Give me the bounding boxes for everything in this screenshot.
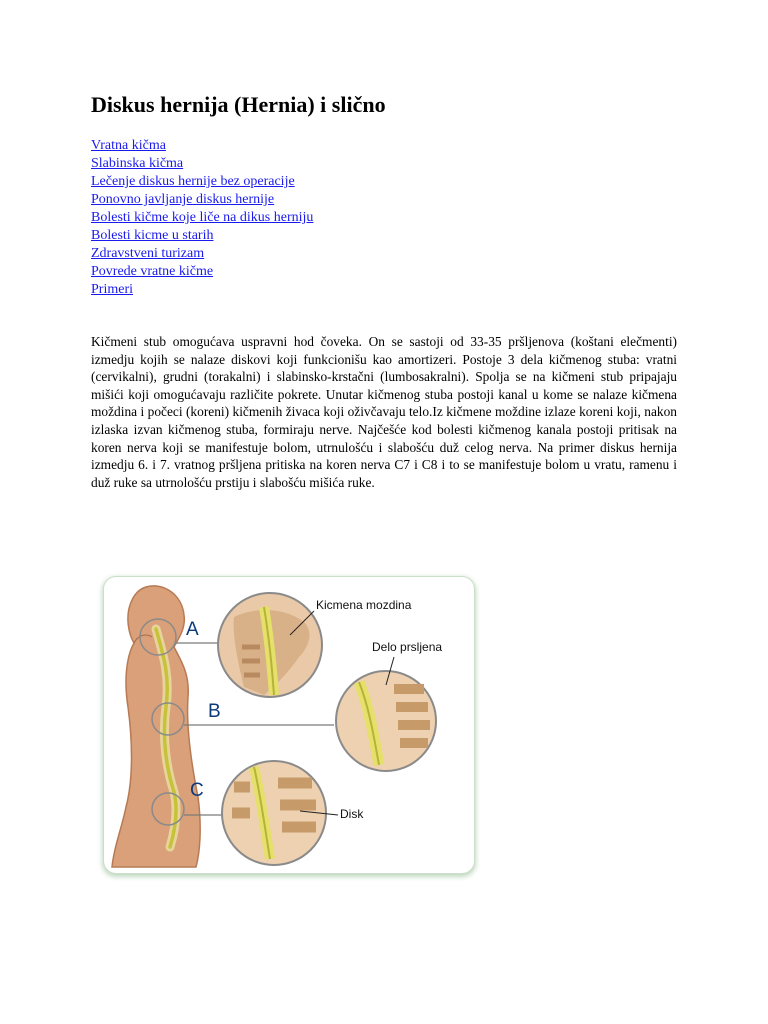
label-a: A — [186, 619, 199, 640]
link-item — [91, 173, 313, 191]
link-primeri[interactable]: Primeri — [91, 282, 133, 297]
link-ponovno-javljanje[interactable]: Ponovno javljanje diskus hernije — [91, 192, 275, 207]
link-lecenje[interactable]: Lečenje diskus hernije bez operacije — [91, 174, 295, 189]
link-bolesti-slicne[interactable]: Bolesti kičme koje liče na dikus herniju — [91, 210, 314, 225]
spine-illustration — [104, 577, 474, 873]
link-item — [91, 263, 313, 281]
link-item — [91, 209, 313, 227]
link-vratna-kicma[interactable]: Vratna kičma — [91, 138, 166, 153]
link-item — [91, 281, 313, 299]
body-paragraph: Kičmeni stub omogućava uspravni hod čoveka. On se sastoji od 33-35 pršljenova (koštani elečmenti) izmedju kojih se nalaze diskovi koji funkcionišu kao amortizeri. Postoje 3 dela kičmenog stuba: vratni (cervikalni), grudni (torakalni) i slabinsko-krstačni (lumbosakralni). Spolja se na kičmeni stub pripajaju mišići koji omogućavaju različite pokrete. Unutar kičmenog stuba postoji kanal u kome se nalaze kičmena moždina i počeci (koreni) kičmenih živaca koji oživčavaju telo.Iz kičmene moždine izlaze koreni koji, nakon izlaska izvan kičmenog stuba, formiraju nerve. Najčešće kod bolesti kičmenog kanala postoji pritisak na koren nerva koji se manifestuje bolom, utrnulošću i slabošću duž celog nerva. Na primer diskus hernija izmedju 6. i 7. vratnog pršljena pritiska na koren nerva C7 i C8 i to se manifestuje bolom u vratu, ramenu i duž ruke sa utrnološću prstiju i slabošću mišića ruke. — [91, 334, 677, 490]
spine-drawing — [104, 577, 474, 873]
link-item — [91, 227, 313, 245]
link-bolesti-starih[interactable]: Bolesti kicme u starih — [91, 228, 214, 243]
link-slabinska-kicma[interactable]: Slabinska kičma — [91, 156, 184, 171]
link-item — [91, 191, 313, 209]
link-item — [91, 137, 313, 155]
page-title: Diskus hernija (Hernia) i slično — [91, 92, 386, 117]
link-item — [91, 155, 313, 173]
label-vertebra: Delo prsljena — [372, 640, 443, 654]
label-disc: Disk — [340, 807, 364, 821]
label-c: C — [190, 780, 204, 801]
label-b: B — [208, 701, 221, 722]
link-povrede-vratne[interactable]: Povrede vratne kičme — [91, 264, 214, 279]
label-spinal-cord: Kicmena mozdina — [316, 598, 412, 612]
topic-links — [91, 137, 313, 299]
link-zdravstveni-turizam[interactable]: Zdravstveni turizam — [91, 246, 205, 261]
link-item — [91, 245, 313, 263]
